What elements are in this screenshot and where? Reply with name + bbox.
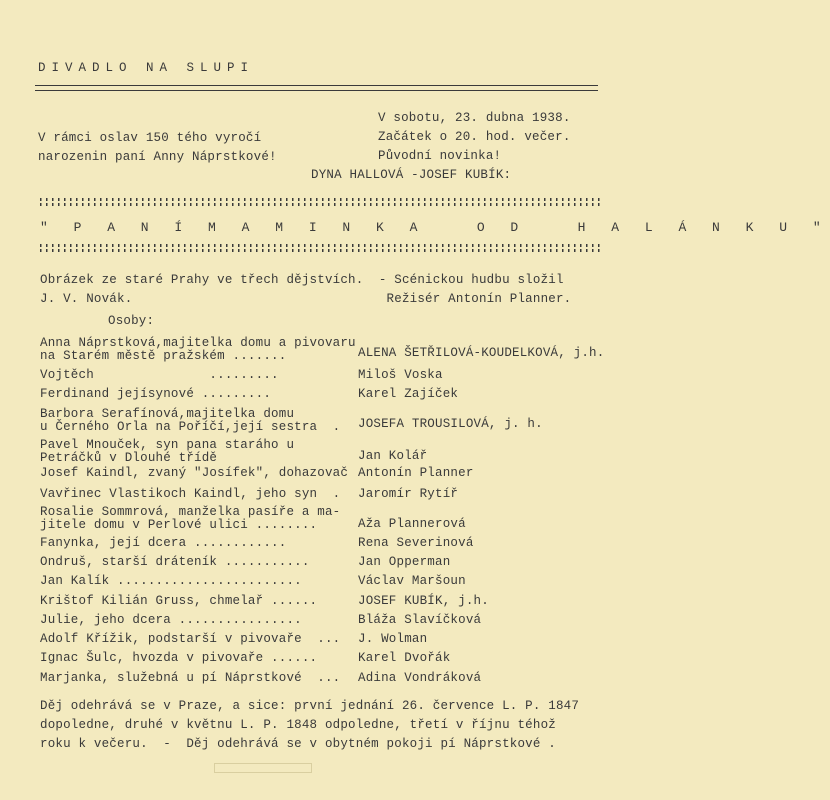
- cast-role-line: Anna Náprstková,majitelka domu a pivovaru: [40, 336, 356, 350]
- cast-role-line: Vojtěch .........: [40, 368, 279, 382]
- cast-role-line: Jan Kalík ........................: [40, 574, 302, 588]
- play-title: " P A N Í M A M I N K A O D H A L Á N K U ": [40, 220, 830, 235]
- cast-actor: JOSEFA TROUSILOVÁ, j. h.: [358, 417, 543, 431]
- cast-role-line: u Černého Orla na Poříčí,její sestra .: [40, 420, 341, 434]
- cast-role-line: Pavel Mnouček, syn pana staráho u: [40, 438, 295, 452]
- cast-role-line: Marjanka, služebná u pí Náprstkové ...: [40, 671, 341, 685]
- cast-role-line: Krištof Kilián Gruss, chmelař ......: [40, 594, 318, 608]
- cast-actor: Václav Maršoun: [358, 574, 466, 588]
- subtitle-line-2: J. V. Novák. Režisér Antonín Planner.: [40, 292, 572, 306]
- cast-actor: Antonín Planner: [358, 466, 474, 480]
- event-date: V sobotu, 23. dubna 1938.: [378, 111, 571, 125]
- cast-role-line: Adolf Křížik, podstarší v pivovaře ...: [40, 632, 341, 646]
- event-start: Začátek o 20. hod. večer.: [378, 130, 571, 144]
- cast-actor: ALENA ŠETŘILOVÁ-KOUDELKOVÁ, j.h.: [358, 346, 605, 360]
- cast-actor: Bláža Slavíčková: [358, 613, 482, 627]
- cast-role-line: Ferdinand jejísynové .........: [40, 387, 272, 401]
- cast-role-line: Fanynka, její dcera ............: [40, 536, 287, 550]
- paper-mark: [214, 763, 312, 773]
- play-authors: DYNA HALLOVÁ -JOSEF KUBÍK:: [311, 168, 512, 182]
- occasion-line-1: V rámci oslav 150 tého vyročí: [38, 131, 262, 145]
- cast-actor: J. Wolman: [358, 632, 428, 646]
- cast-actor: Karel Zajíček: [358, 387, 459, 401]
- cast-actor: Adina Vondráková: [358, 671, 482, 685]
- cast-role-line: Julie, jeho dcera ................: [40, 613, 302, 627]
- cast-actor: Jan Opperman: [358, 555, 451, 569]
- cast-actor: Karel Dvořák: [358, 651, 451, 665]
- cast-role-line: Ignac Šulc, hvozda v pivovaře ......: [40, 651, 318, 665]
- cast-actor: Rena Severinová: [358, 536, 474, 550]
- occasion-line-2: narozenin paní Anny Náprstkové!: [38, 150, 277, 164]
- dotted-rule-2: [40, 244, 600, 254]
- cast-role-line: na Starém městě pražském .......: [40, 349, 287, 363]
- double-rule-bottom: [35, 90, 598, 91]
- cast-role-line: Petráčků v Dlouhé třídě: [40, 451, 218, 465]
- setting-line-1: Děj odehrává se v Praze, a sice: první jednání 26. července L. P. 1847: [40, 699, 580, 713]
- cast-actor: Jan Kolář: [358, 449, 428, 463]
- setting-line-2: dopoledne, druhé v květnu L. P. 1848 odpoledne, třetí v říjnu téhož: [40, 718, 556, 732]
- dotted-rule-1: [40, 198, 600, 208]
- cast-actor: Aža Plannerová: [358, 517, 466, 531]
- cast-role-line: jitele domu v Perlové ulici ........: [40, 518, 318, 532]
- cast-actor: JOSEF KUBÍK, j.h.: [358, 594, 489, 608]
- event-novelty: Původní novinka!: [378, 149, 502, 163]
- cast-role-line: Ondruš, starší dráteník ...........: [40, 555, 310, 569]
- setting-line-3: roku k večeru. - Děj odehrává se v obytném pokoji pí Náprstkové .: [40, 737, 556, 751]
- cast-actor: Jaromír Rytíř: [358, 487, 459, 501]
- cast-role-line: Barbora Serafínová,majitelka domu: [40, 407, 295, 421]
- cast-role-line: Vavřinec Vlastikoch Kaindl, jeho syn .: [40, 487, 341, 501]
- cast-heading: Osoby:: [108, 314, 155, 328]
- cast-role-line: Josef Kaindl, zvaný "Josífek", dohazovač: [40, 466, 349, 480]
- cast-role-line: Rosalie Sommrová, manželka pasíře a ma-: [40, 505, 341, 519]
- subtitle-line-1: Obrázek ze staré Prahy ve třech dějstvích. - Scénickou hudbu složil: [40, 273, 564, 287]
- double-rule-top: [35, 85, 598, 86]
- theatre-name: DIVADLO NA SLUPI: [38, 61, 255, 75]
- cast-actor: Miloš Voska: [358, 368, 443, 382]
